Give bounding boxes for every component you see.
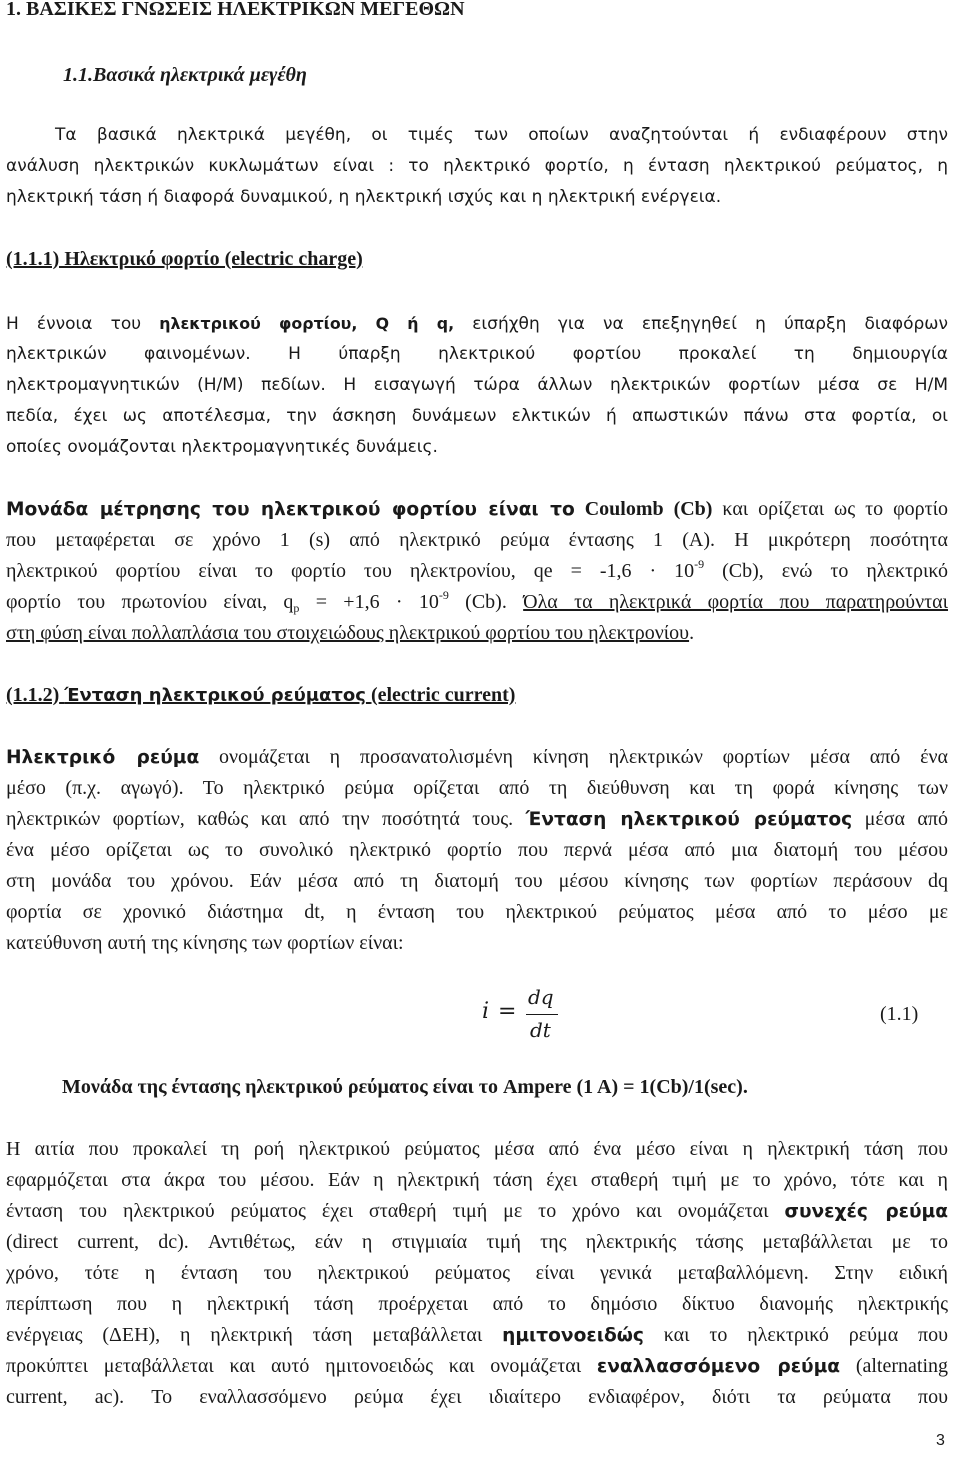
intro-line-3: ηλεκτρική τάση ή διαφορά δυναμικού, η ηλεκτρική ισχύς και η ηλεκτρική ενέργεια. [6, 187, 722, 207]
charge-p1-line-4: πεδία, έχει ως αποτέλεσμα, την άσκηση δυνάμεων ελκτικών ή απωστικών πάνω στα φορτία, οι [6, 406, 948, 426]
charge-p2-line-2: που μεταφέρεται σε χρόνο 1 (s) από ηλεκτρικό ρεύμα έντασης 1 (Α). Η μικρότερη ποσότητα [6, 529, 948, 551]
intro-line-2: ανάλυση ηλεκτρικών κυκλωμάτων είναι : το ηλεκτρικό φορτίο, η ένταση ηλεκτρικού ρεύματος, η [6, 156, 948, 176]
intro-line-1: Τα βασικά ηλεκτρικά μεγέθη, οι τιμές των οποίων αναζητούνται ή ενδιαφέρουν στην [55, 125, 948, 145]
current-p1-line-7: κατεύθυνση αυτή της κίνησης των φορτίων είναι: [6, 932, 404, 954]
equation-lhs: i [482, 999, 490, 1024]
current-p1-line-6: φορτία σε χρονικό διάστημα dt, η ένταση του ηλεκτρικού ρεύματος μέσα από το μέσο με [6, 901, 948, 923]
current-p2-line-1: Η αιτία που προκαλεί τη ροή ηλεκτρικού ρεύματος μέσα από ένα μέσο είναι η ηλεκτρική τάση που [6, 1138, 948, 1160]
charge-p2-line-5: στη φύση είναι πολλαπλάσια του στοιχειώδους ηλεκτρικού φορτίου του ηλεκτρονίου. [6, 622, 695, 644]
current-p2-line-4: (direct current, dc). Αντιθέτως, εάν η στιγμιαία τιμή της ηλεκτρικής τάσης μεταβάλλεται με το [6, 1231, 948, 1253]
current-p2-line-2: εφαρμόζεται στα άκρα του μέσου. Εάν η ηλεκτρική τάση έχει σταθερή τιμή με το χρόνο, τότε και η [6, 1169, 948, 1191]
current-p2-line-3: ένταση του ηλεκτρικού ρεύματος έχει σταθερή τιμή με το χρόνο και ονομάζεται συνεχές ρεύμα [6, 1200, 948, 1222]
current-p2-line-6: περίπτωση που η ηλεκτρική τάση προέρχεται από το δημόσιο δίκτυο διανομής ηλεκτρικής [6, 1293, 948, 1315]
current-p1-line-5: στη μονάδα του χρόνου. Εάν μέσα από τη διατομή του μέσου κίνησης των φορτίων περάσουν dq [6, 870, 948, 892]
current-p1-line-1: Ηλεκτρικό ρεύμα ονομάζεται η προσανατολισμένη κίνηση ηλεκτρικών φορτίων μέσα από ένα [6, 746, 948, 768]
equation-denominator: dt [530, 1018, 551, 1042]
current-p2-line-7: ενέργειας (ΔΕΗ), η ηλεκτρική τάση μεταβάλλεται ημιτονοειδώς και το ηλεκτρικό ρεύμα που [6, 1324, 949, 1346]
charge-p2-line-4: φορτίο του πρωτονίου είναι, $q_p = +1,6 \cdot 10^{-9}$ (Cb). Όλα τα ηλεκτρικά φορτία που παρατηρούνται [6, 588, 949, 615]
current-p1-line-3: ηλεκτρικών φορτίων, καθώς και από την ποσότητά τους. Ένταση ηλεκτρικού ρεύματος μέσα από [6, 808, 949, 830]
equation-1-1 [482, 985, 572, 1045]
charge-heading: (1.1.1) Ηλεκτρικό φορτίο (electric charge) [6, 248, 363, 270]
current-p2-line-5: χρόνο, τότε η ένταση του ηλεκτρικού ρεύματος είναι γενικά μεταβαλλόμενη. Στην ειδική [6, 1262, 948, 1284]
chapter-title: 1. ΒΑΣΙΚΕΣ ΓΝΩΣΕΙΣ ΗΛΕΚΤΡΙΚΩΝ ΜΕΓΕΘΩΝ [6, 0, 465, 20]
current-p1-line-4: ένα μέσο ορίζεται ως το συνολικό ηλεκτρικό φορτίο που περνά μέσα από μια διατομή του μέσου [6, 839, 948, 861]
current-heading: (1.1.2) Ένταση ηλεκτρικού ρεύματος (electric current) [6, 684, 516, 706]
equation-fraction-bar [526, 1014, 558, 1015]
equation-label: (1.1) [880, 1003, 919, 1025]
current-p2-line-9: current, ac). Το εναλλασσόμενο ρεύμα έχει ιδιαίτερο ενδιαφέρον, διότι τα ρεύματα που [6, 1386, 948, 1408]
charge-p1-line-2: ηλεκτρικών φαινομένων. Η ύπαρξη ηλεκτρικού φορτίου προκαλεί τη δημιουργία [6, 344, 948, 364]
section-title: 1.1.Βασικά ηλεκτρικά μεγέθη [63, 64, 307, 86]
page-number: 3 [936, 1432, 945, 1449]
charge-p2-line-1: Μονάδα μέτρησης του ηλεκτρικού φορτίου είναι το Coulomb (Cb) και ορίζεται ως το φορτίο [6, 498, 949, 520]
current-p1-line-2: μέσο (π.χ. αγωγό). Το ηλεκτρικό ρεύμα ορίζεται από τη διεύθυνση και τη φορά κίνησης των [6, 777, 948, 799]
current-unit-line: Μονάδα της έντασης ηλεκτρικού ρεύματος είναι το Ampere (1 A) = 1(Cb)/1(sec). [62, 1076, 748, 1098]
charge-p1-line-3: ηλεκτρομαγνητικών (Η/Μ) πεδίων. Η εισαγωγή τώρα άλλων ηλεκτρικών φορτίων μέσα σε Η/Μ [6, 375, 948, 395]
equation-equals: = [498, 999, 517, 1024]
charge-p2-line-3: ηλεκτρικού φορτίου είναι το φορτίο του ηλεκτρονίου, qe = $-1,6 \cdot 10^{-9}$ (Cb), ενώ το ηλεκτρικό [6, 557, 949, 582]
charge-p1-line-1: Η έννοια του ηλεκτρικού φορτίου, Q ή q, εισήχθη για να επεξηγηθεί η ύπαρξη διαφόρων [6, 314, 948, 334]
equation-numerator: dq [528, 985, 554, 1009]
current-p2-line-8: προκύπτει μεταβάλλεται και αυτό ημιτονοειδώς και ονομάζεται εναλλασσόμενο ρεύμα (alternating [6, 1355, 949, 1377]
charge-p1-line-5: οποίες ονομάζονται ηλεκτρομαγνητικές δυνάμεις. [6, 437, 438, 457]
